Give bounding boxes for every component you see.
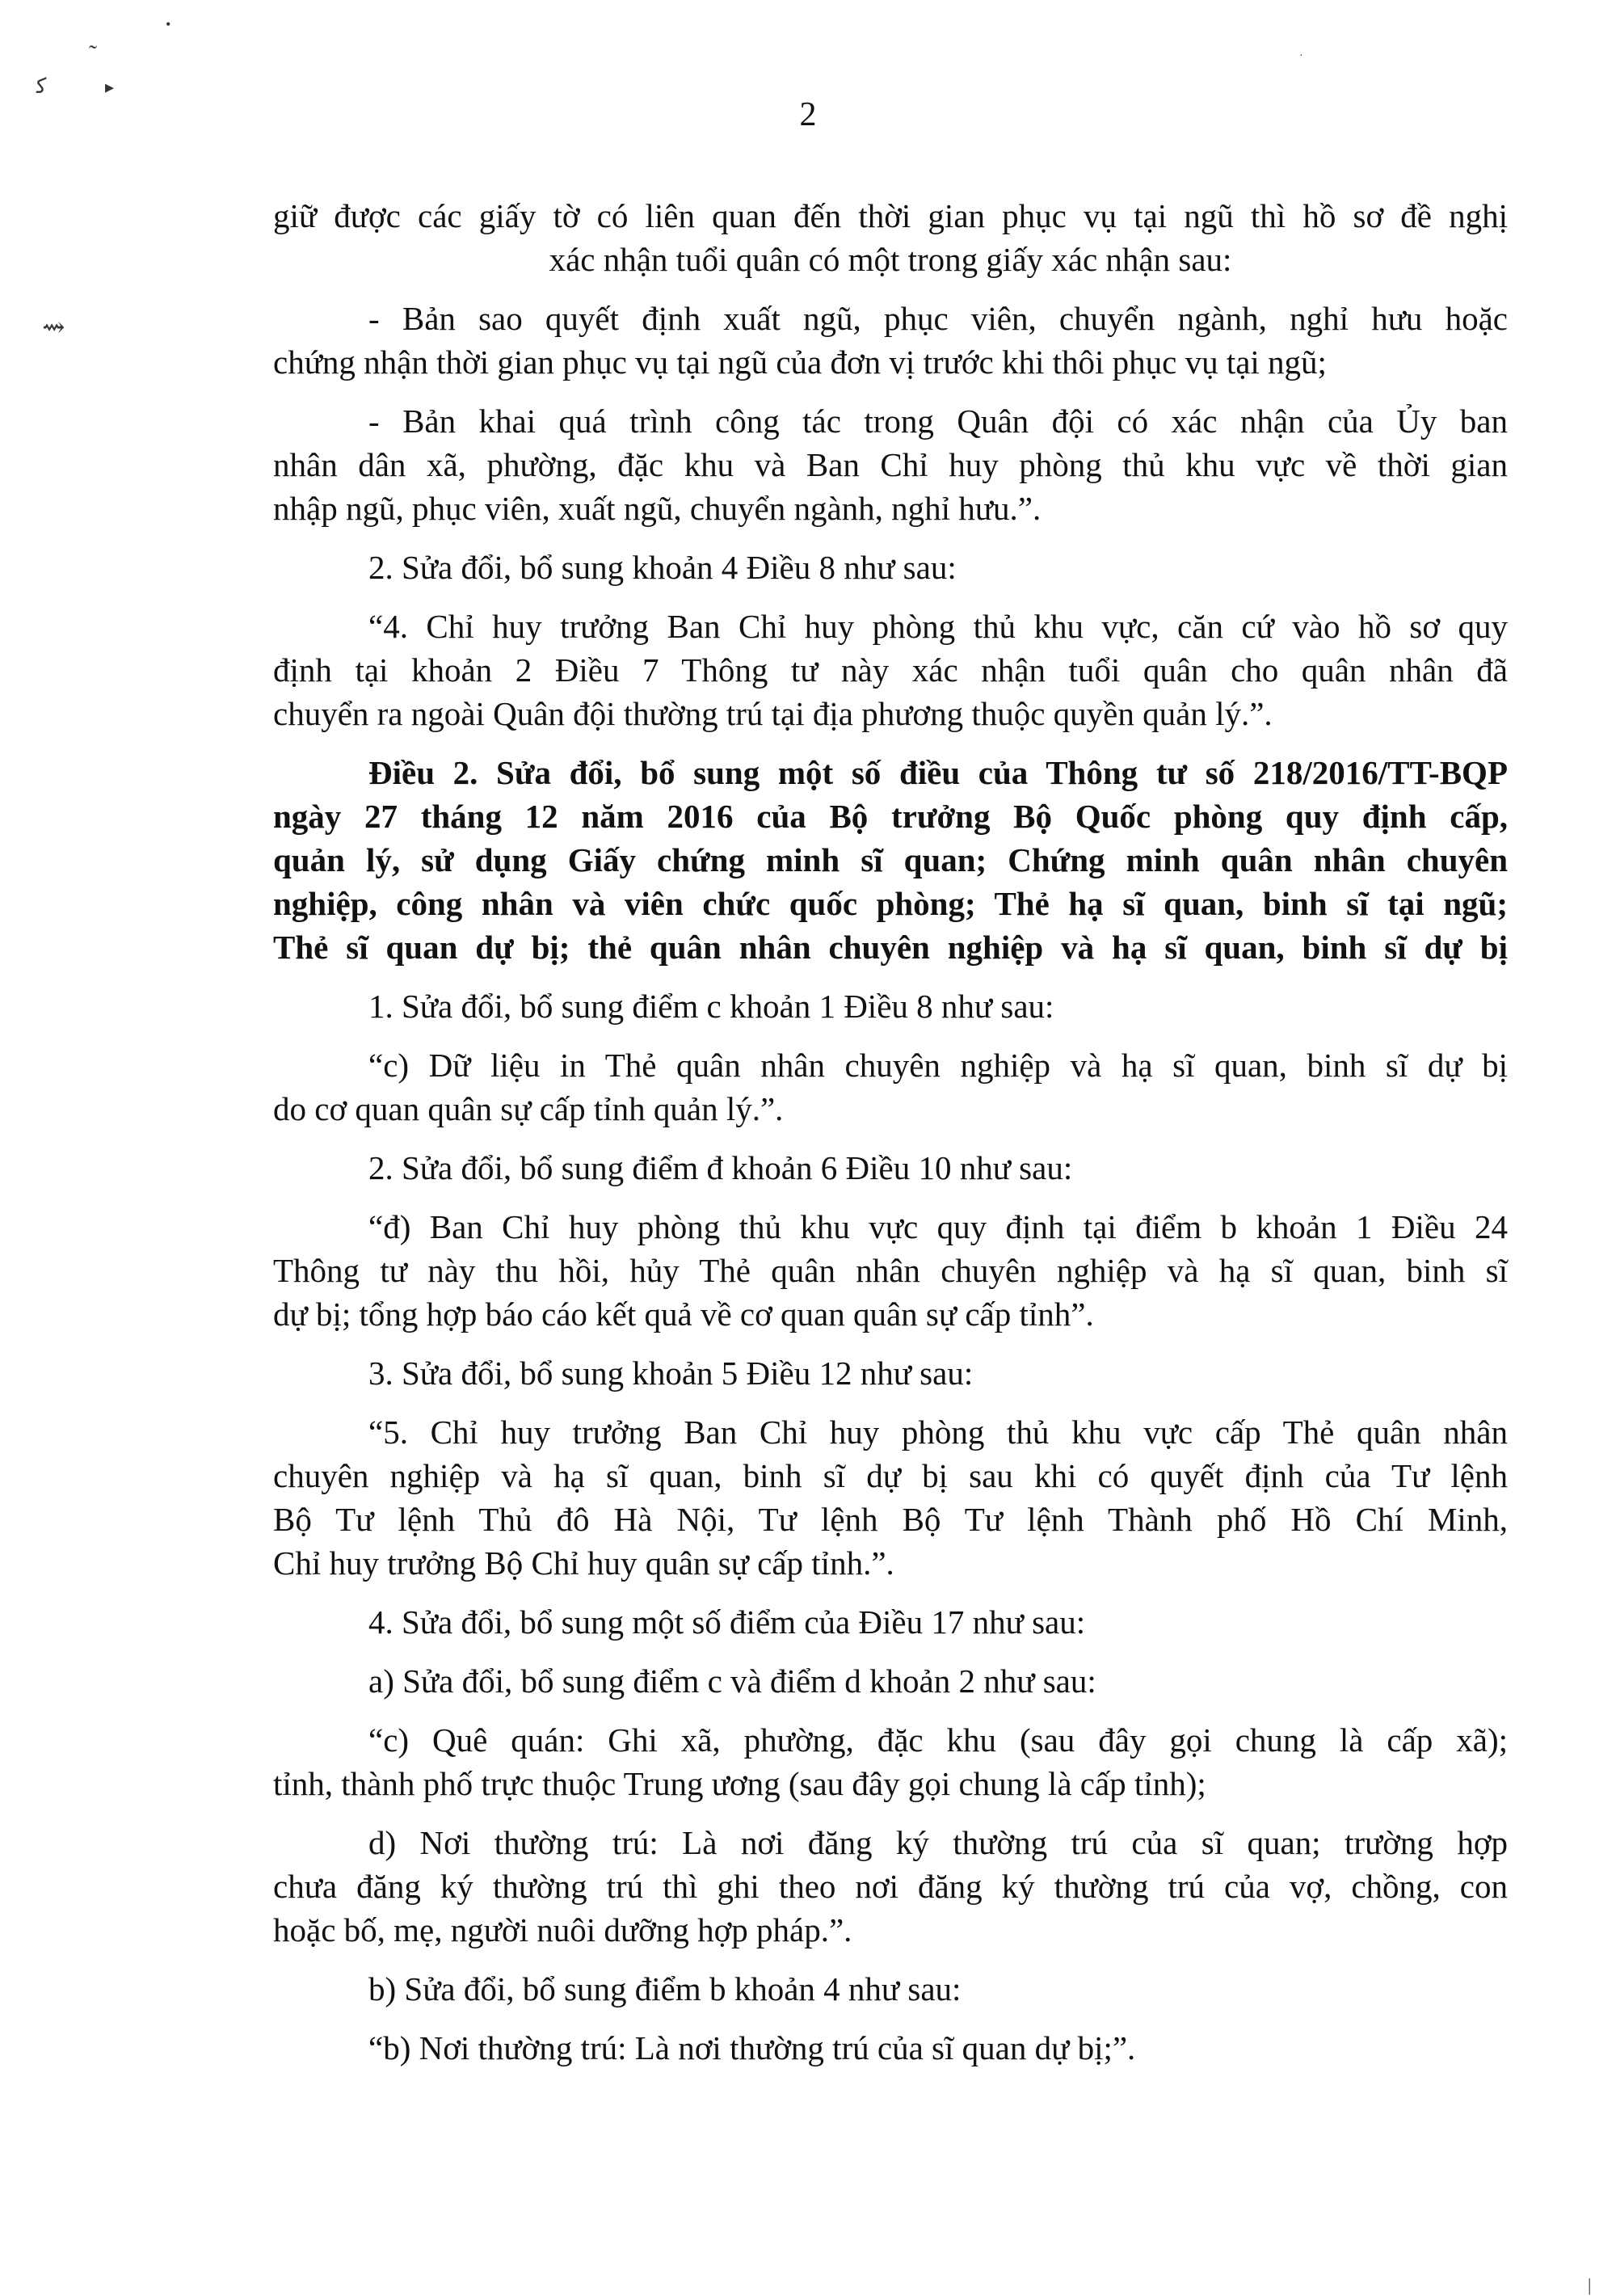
text-line: a) Sửa đổi, bổ sung điểm c và điểm d khoản 2 như sau:: [368, 1662, 1096, 1700]
text-line: chuyên nghiệp và hạ sĩ quan, binh sĩ dự bị sau khi có quyết định của Tư lệnh: [273, 1457, 1508, 1494]
paragraph: [273, 1205, 1508, 1336]
text-line: d) Nơi thường trú: Là nơi đăng ký thường trú của sĩ quan; trường hợp: [368, 1824, 1508, 1861]
text-line: b) Sửa đổi, bổ sung điểm b khoản 4 như sau:: [368, 1970, 962, 2007]
text-line: 2. Sửa đổi, bổ sung khoản 4 Điều 8 như sau:: [368, 549, 957, 586]
paragraph: [273, 1410, 1508, 1585]
paragraph: [273, 1821, 1508, 1952]
scan-mark: •: [166, 16, 171, 32]
paragraph: [273, 1967, 1508, 2011]
text-line: Điều 2. Sửa đổi, bổ sung một số điều của Thông tư số 218/2016/TT-BQP: [368, 754, 1508, 791]
text-line: chuyển ra ngoài Quân đội thường trú tại địa phương thuộc quyền quản lý.”.: [273, 695, 1273, 732]
article-heading: [273, 751, 1508, 969]
text-line: giữ được các giấy tờ có liên quan đến thời gian phục vụ tại ngũ thì hồ sơ đề nghị: [273, 197, 1508, 234]
text-line: Thẻ sĩ quan dự bị; thẻ quân nhân chuyên nghiệp và hạ sĩ quan, binh sĩ dự bị: [273, 929, 1508, 966]
text-line: 1. Sửa đổi, bổ sung điểm c khoản 1 Điều 8 như sau:: [368, 988, 1054, 1025]
scan-mark: ﮐ: [36, 74, 47, 98]
paragraph: [273, 1659, 1508, 1703]
document-body: [273, 194, 1508, 2085]
text-line: nghiệp, công nhân và viên chức quốc phòng; Thẻ hạ sĩ quan, binh sĩ tại ngũ;: [273, 885, 1508, 922]
text-line: Bộ Tư lệnh Thủ đô Hà Nội, Tư lệnh Bộ Tư lệnh Thành phố Hồ Chí Minh,: [273, 1501, 1508, 1538]
text-line: chưa đăng ký thường trú thì ghi theo nơi đăng ký thường trú của vợ, chồng, con: [273, 1868, 1508, 1905]
scan-mark: ▸: [105, 77, 115, 97]
text-line: “đ) Ban Chỉ huy phòng thủ khu vực quy định tại điểm b khoản 1 Điều 24: [368, 1208, 1508, 1245]
text-line: nhập ngũ, phục viên, xuất ngũ, chuyển ngành, nghỉ hưu.”.: [273, 490, 1042, 527]
text-line: tỉnh, thành phố trực thuộc Trung ương (sau đây gọi chung là cấp tỉnh);: [273, 1765, 1206, 1802]
text-line: xác nhận tuổi quân có một trong giấy xác nhận sau:: [549, 241, 1232, 278]
text-line: “4. Chỉ huy trưởng Ban Chỉ huy phòng thủ khu vực, căn cứ vào hồ sơ quy: [368, 608, 1508, 645]
paragraph: [273, 399, 1508, 530]
text-line: 3. Sửa đổi, bổ sung khoản 5 Điều 12 như sau:: [368, 1354, 974, 1392]
text-line: Chỉ huy trưởng Bộ Chỉ huy quân sự cấp tỉnh.”.: [273, 1544, 894, 1582]
paragraph: [273, 1146, 1508, 1190]
text-line: - Bản khai quá trình công tác trong Quân đội có xác nhận của Ủy ban: [368, 402, 1508, 440]
paragraph: [273, 2026, 1508, 2070]
text-line: dự bị; tổng hợp báo cáo kết quả về cơ quan quân sự cấp tỉnh”.: [273, 1295, 1094, 1333]
paragraph: [273, 605, 1508, 735]
scan-mark: ˜: [89, 40, 97, 67]
scan-mark: ·: [1299, 50, 1303, 62]
text-line: “c) Dữ liệu in Thẻ quân nhân chuyên nghiệp và hạ sĩ quan, binh sĩ dự bị: [368, 1047, 1508, 1084]
text-line: do cơ quan quân sự cấp tỉnh quản lý.”.: [273, 1090, 784, 1127]
text-line: - Bản sao quyết định xuất ngũ, phục viên, chuyển ngành, nghỉ hưu hoặc: [368, 300, 1508, 337]
text-line: ngày 27 tháng 12 năm 2016 của Bộ trưởng Bộ Quốc phòng quy định cấp,: [273, 798, 1508, 835]
text-line: 2. Sửa đổi, bổ sung điểm đ khoản 6 Điều 10 như sau:: [368, 1149, 1073, 1186]
text-line: “c) Quê quán: Ghi xã, phường, đặc khu (sau đây gọi chung là cấp xã);: [368, 1721, 1508, 1759]
text-line: 4. Sửa đổi, bổ sung một số điểm của Điều 17 như sau:: [368, 1603, 1086, 1641]
paragraph: [273, 1718, 1508, 1805]
paragraph: [273, 984, 1508, 1028]
paragraph: [273, 1043, 1508, 1131]
scan-mark: ⇝: [42, 313, 65, 343]
text-line: Thông tư này thu hồi, hủy Thẻ quân nhân chuyên nghiệp và hạ sĩ quan, binh sĩ: [273, 1252, 1508, 1289]
text-line: quản lý, sử dụng Giấy chứng minh sĩ quan; Chứng minh quân nhân chuyên: [273, 841, 1508, 878]
paragraph: [273, 297, 1508, 384]
text-line: “5. Chỉ huy trưởng Ban Chỉ huy phòng thủ khu vực cấp Thẻ quân nhân: [368, 1413, 1508, 1451]
text-line: “b) Nơi thường trú: Là nơi thường trú của sĩ quan dự bị;”.: [368, 2029, 1136, 2066]
paragraph: [273, 1600, 1508, 1644]
text-line: nhân dân xã, phường, đặc khu và Ban Chỉ huy phòng thủ khu vực về thời gian: [273, 446, 1508, 483]
paragraph: [273, 546, 1508, 589]
text-line: định tại khoản 2 Điều 7 Thông tư này xác nhận tuổi quân cho quân nhân đã: [273, 651, 1508, 689]
text-line: chứng nhận thời gian phục vụ tại ngũ của đơn vị trước khi thôi phục vụ tại ngũ;: [273, 343, 1327, 381]
page-number: 2: [799, 96, 817, 133]
paragraph: [273, 1351, 1508, 1395]
scan-mark: |: [1588, 2275, 1592, 2295]
paragraph: [273, 194, 1508, 281]
text-line: hoặc bố, mẹ, người nuôi dưỡng hợp pháp.”.: [273, 1911, 852, 1948]
